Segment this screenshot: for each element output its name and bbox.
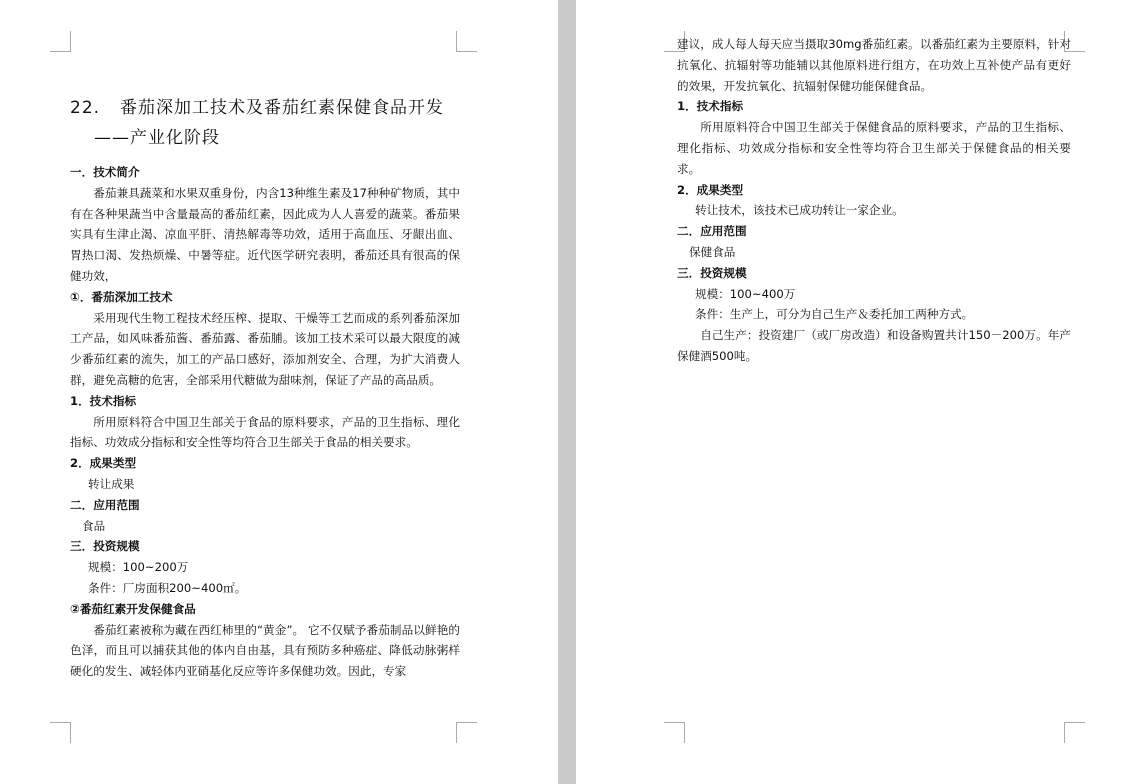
result-type-text: 转让成果 <box>88 476 135 491</box>
heading-application-scope: 二．应用范围 <box>70 497 140 512</box>
section-heading-deep-processing: ①．番茄深加工技术 <box>70 289 173 304</box>
title-number: 22. <box>70 98 101 118</box>
margin-mark-bottom-right <box>1064 722 1085 743</box>
continued-paragraph: 建议，成人每人每天应当摄取30mg番茄红素。以番茄红素为主要原料，针对抗氧化、抗辐射等功能辅以其他原料进行组方，在功效上互补使产品有更好的效果，开发抗氧化、抗辐射保健功能保健食品。 <box>677 37 1071 93</box>
intro-paragraph: 番茄兼具蔬菜和水果双重身份，内含13种维生素及17种种矿物质，其中有在各种果蔬当中含量最高的番茄红素，因此成为人人喜爱的蔬菜。番茄果实具有生津止渴、凉血平肝、清热解毒等功效，适用于高血压、牙龈出血、胃热口渴、发热烦燥、中暑等症。近代医学研究表明，番茄还具有很高的保健功效， <box>70 185 460 283</box>
heading-technical-index: 1．技术指标 <box>677 99 744 114</box>
section-heading-intro: 一．技术简介 <box>70 165 140 179</box>
investment-scale-text: 规模：100~400万 <box>695 286 796 301</box>
application-scope-text: 保健食品 <box>689 244 736 259</box>
margin-mark-top-left <box>50 31 71 52</box>
heading-investment-scale: 三．投资规模 <box>677 265 747 280</box>
heading-application-scope: 二．应用范围 <box>677 224 747 239</box>
health-food-paragraph: 番茄红素被称为藏在西红柿里的“黄金”。 它不仅赋予番茄制品以鲜艳的色泽，而且可以捕获其他的体内自由基，具有预防多种癌症、降低动脉粥样硬化的发生、减轻体内亚硝基化反应等许多保健功效。因此，专家 <box>70 622 460 679</box>
margin-mark-bottom-left <box>664 722 685 743</box>
deep-processing-paragraph: 采用现代生物工程技术经压榨、提取、干燥等工艺而成的系列番茄深加工产品，如风味番茄酱、番茄露、番茄脯。该加工技术采可以最大限度的减少番茄红素的流失，加工的产品口感好，添加剂安全、合理，为扩大消费人群，避免高糖的危害，全部采用代糖做为甜味剂，保证了产品的高品质。 <box>70 310 460 387</box>
right-page-content <box>677 34 1071 367</box>
result-type-text: 转让技术，该技术已成功转让一家企业。 <box>695 203 904 218</box>
margin-mark-top-right <box>456 31 477 52</box>
margin-mark-bottom-right <box>456 722 477 743</box>
application-scope-text: 食品 <box>82 518 106 533</box>
margin-mark-bottom-left <box>50 722 71 743</box>
investment-condition-text: 条件：生产上，可分为自己生产＆委托加工两种方式。 <box>695 307 974 322</box>
heading-technical-index: 1．技术指标 <box>70 393 137 408</box>
document-subtitle: ——产业化阶段 <box>94 128 220 148</box>
section-heading-health-food: ②番茄红素开发保健食品 <box>70 601 196 616</box>
title-text: 番茄深加工技术及番茄红素保健食品开发 <box>120 98 445 118</box>
page-gutter <box>558 0 576 784</box>
self-production-paragraph: 自己生产：投资建厂（或厂房改造）和设备购置共计150－200万。年产保健酒500吨。 <box>677 328 1071 363</box>
investment-scale-text: 规模：100~200万 <box>88 560 189 575</box>
heading-result-type: 2．成果类型 <box>677 182 744 197</box>
investment-condition-text: 条件：厂房面积200~400㎡。 <box>88 580 247 595</box>
technical-index-paragraph: 所用原料符合中国卫生部关于食品的原料要求，产品的卫生指标、理化指标、功效成分指标和安全性等均符合卫生部关于食品的相关要求。 <box>70 414 460 450</box>
heading-result-type: 2．成果类型 <box>70 456 137 471</box>
heading-investment-scale: 三．投资规模 <box>70 539 140 554</box>
technical-index-paragraph: 所用原料符合中国卫生部关于保健食品的原料要求，产品的卫生指标、理化指标、功效成分指标和安全性等均符合卫生部关于保健食品的相关要求。 <box>677 120 1071 176</box>
left-page-content <box>70 92 460 682</box>
document-title <box>70 92 460 124</box>
